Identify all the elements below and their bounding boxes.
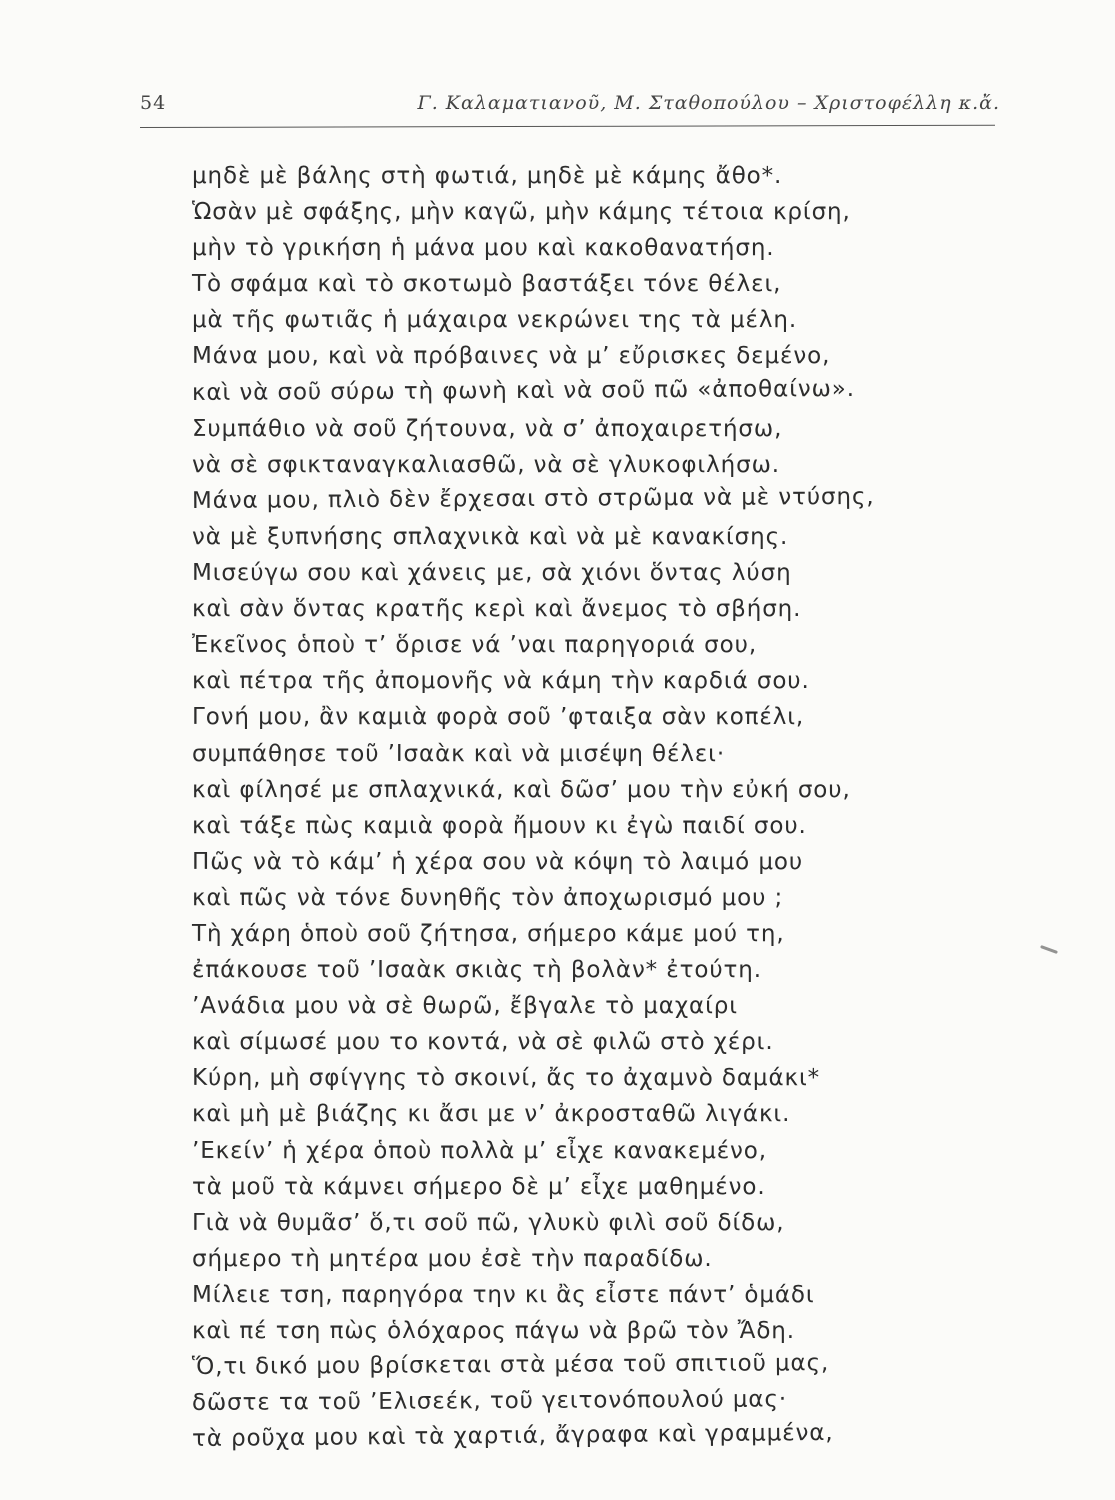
poem-line: Γιὰ νὰ θυμᾶσ’ ὅ,τι σοῦ πῶ, γλυκὺ φιλὶ σοῦ δίδω, [192,1209,785,1236]
poem-line: καὶ νὰ σοῦ σύρω τὴ φωνὴ καὶ νὰ σοῦ πῶ «ἀποθαίνω». [191,375,856,406]
poem-line: ’Εκείν’ ἡ χέρα ὁποὺ πολλὰ μ’ εἶχε κανακεμένο, [192,1137,767,1164]
poem-line: ’Ανάδια μου νὰ σὲ θωρῶ, ἔβγαλε τὸ μαχαίρι [192,993,738,1020]
poem-line: Μίλειε τση, παρηγόρα την κι ἂς εἶστε πάντ’ ὁμάδι [192,1281,815,1308]
header-rule [140,125,995,128]
page-number: 54 [140,92,167,114]
poem-line: καὶ πέ τση πὼς ὁλόχαρος πάγω νὰ βρῶ τὸν Ἄδη. [192,1318,795,1344]
poem-line: ἐπάκουσε τοῦ ’Ισαὰκ σκιὰς τὴ βολὰν* ἐτούτη. [192,957,762,984]
poem-line: μηδὲ μὲ βάλης στὴ φωτιά, μηδὲ μὲ κάμης ἄθο*. [192,163,783,189]
poem-line: νὰ σὲ σφικταναγκαλιασθῶ, νὰ σὲ γλυκοφιλήσω. [192,451,780,478]
poem-line: καὶ τάξε πὼς καμιὰ φορὰ ἤμουν κι ἐγὼ παιδί σου. [192,812,807,839]
poem-line: καὶ μὴ μὲ βιάζης κι ἄσι με ν’ ἀκροσταθῶ λιγάκι. [192,1101,791,1128]
poem-line: καὶ σίμωσέ μου το κοντά, νὰ σὲ φιλῶ στὸ χέρι. [192,1029,774,1056]
poem-line: μὴν τὸ γρικήση ἡ μάνα μου καὶ κακοθανατήση. [192,235,775,262]
poem-line: τὰ μοῦ τὰ κάμνει σήμερο δὲ μ’ εἶχε μαθημένο. [192,1173,766,1200]
poem-line: Ὡσὰν μὲ σφάξης, μὴν καγῶ, μὴν κάμης τέτοια κρίση, [192,199,851,226]
poem-line: Τὸ σφάμα καὶ τὸ σκοτωμὸ βαστάξει τόνε θέλει, [192,271,782,298]
poem-line: Ὅ,τι δικό μου βρίσκεται στὰ μέσα τοῦ σπιτιοῦ μας, [191,1350,830,1381]
poem-line: Κύρη, μὴ σφίγγης τὸ σκοινί, ἄς το ἀχαμνὸ δαμάκι* [192,1065,821,1092]
poem-line: Μάνα μου, καὶ νὰ πρόβαινες νὰ μ’ εὔρισκες δεμένο, [192,343,831,370]
poem-line: νὰ μὲ ξυπνήσης σπλαχνικὰ καὶ νὰ μὲ κανακίσης. [192,523,789,550]
poem-text [192,158,992,1457]
poem-line: καὶ πῶς νὰ τόνε δυνηθῆς τὸν ἀποχωρισμό μου ; [192,884,784,911]
poem-line: σήμερο τὴ μητέρα μου ἐσὲ τὴν παραδίδω. [192,1245,713,1272]
poem-line: μὰ τῆς φωτιᾶς ἡ μάχαιρα νεκρώνει της τὰ μέλη. [192,307,798,334]
page-header [140,92,1000,122]
poem-line: Μισεύγω σου καὶ χάνεις με, σὰ χιόνι ὅντας λύση [192,560,792,587]
poem-line: δῶστε τα τοῦ ’Ελισεέκ, τοῦ γειτονόπουλού μας· [191,1386,788,1417]
poem-line: τὰ ροῦχα μου καὶ τὰ χαρτιά, ἄγραφα καὶ γραμμένα, [191,1420,834,1453]
poem-line: καὶ πέτρα τῆς ἀπομονῆς νὰ κάμη τὴν καρδιά σου. [192,668,810,695]
poem-line: Τὴ χάρη ὁποὺ σοῦ ζήτησα, σήμερο κάμε μού τη, [192,920,785,947]
running-head: Γ. Καλαματιανοῦ, Μ. Σταθοπούλου – Χριστοφέλλη κ.ἄ. [417,92,1000,114]
poem-line: Μάνα μου, πλιὸ δὲν ἔρχεσαι στὸ στρῶμα νὰ μὲ ντύσης, [191,483,875,514]
poem-line: καὶ φίλησέ με σπλαχνικά, καὶ δῶσ’ μου τὴν εὐκή σου, [192,776,851,803]
poem-line: συμπάθησε τοῦ ’Ισαὰκ καὶ νὰ μισέψη θέλει· [192,740,726,767]
poem-line: Πῶς νὰ τὸ κάμ’ ἡ χέρα σου νὰ κόψη τὸ λαιμό μου [192,848,804,875]
poem-line: Γονή μου, ἂν καμιὰ φορὰ σοῦ ’φταιξα σὰν κοπέλι, [192,704,805,731]
poem-line: καὶ σὰν ὅντας κρατῆς κερὶ καὶ ἄνεμος τὸ σβήση. [192,596,802,623]
poem-line: Ἐκεῖνος ὁποὺ τ’ ὅρισε νά ’ναι παρηγοριά σου, [192,632,758,659]
ink-smudge [1040,945,1058,954]
poem-line: Συμπάθιο νὰ σοῦ ζήτουνα, νὰ σ’ ἀποχαιρετήσω, [192,415,783,442]
